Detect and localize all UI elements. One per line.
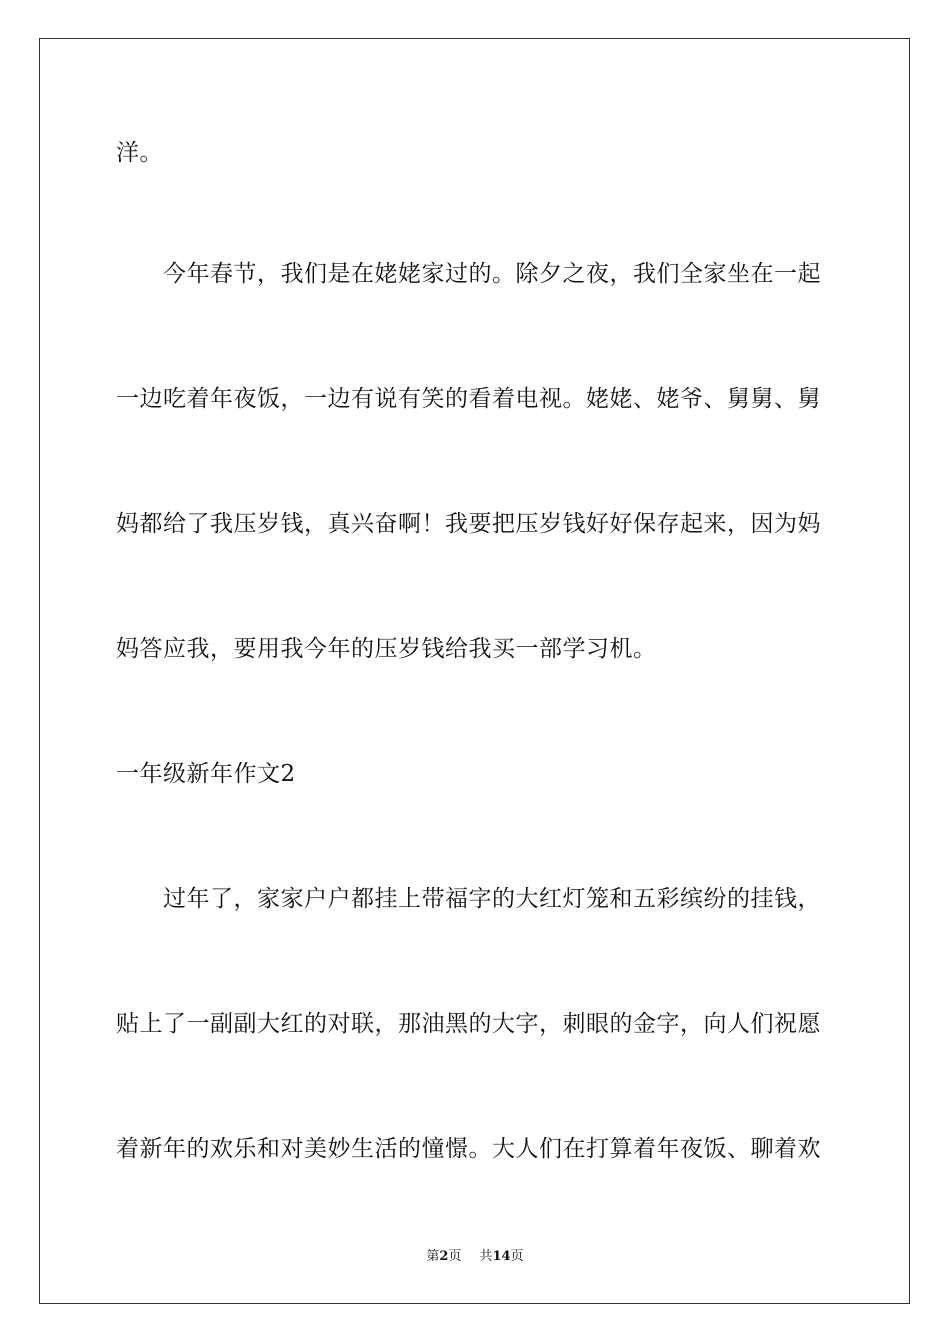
total-pages: 14: [492, 1249, 511, 1264]
total-suffix: 页: [510, 1249, 524, 1264]
section-heading: 一年级新年作文2: [116, 761, 296, 787]
total-prefix: 共: [479, 1249, 493, 1264]
page-border: [39, 38, 910, 1304]
text-line: 妈答应我，要用我今年的压岁钱给我买一部学习机。: [116, 636, 657, 662]
text-line: 着新年的欢乐和对美妙生活的憧憬。大人们在打算着年夜饭、聊着欢: [116, 1136, 821, 1162]
page-suffix: 页: [448, 1249, 462, 1264]
page-prefix: 第: [426, 1249, 440, 1264]
text-line: 贴上了一副副大红的对联，那油黑的大字，刺眼的金字，向人们祝愿: [116, 1011, 821, 1037]
text-line: 妈都给了我压岁钱，真兴奋啊！我要把压岁钱好好保存起来，因为妈: [116, 511, 821, 537]
paragraph-first-line: 今年春节，我们是在姥姥家过的。除夕之夜，我们全家坐在一起: [116, 261, 821, 287]
text-line: 一边吃着年夜饭，一边有说有笑的看着电视。姥姥、姥爷、舅舅、舅: [116, 386, 821, 412]
text-line: 洋。: [116, 140, 163, 166]
page-number: 2: [439, 1249, 449, 1264]
paragraph-first-line: 过年了，家家户户都挂上带福字的大红灯笼和五彩缤纷的挂钱，: [116, 886, 821, 912]
page-footer: [0, 1248, 950, 1266]
